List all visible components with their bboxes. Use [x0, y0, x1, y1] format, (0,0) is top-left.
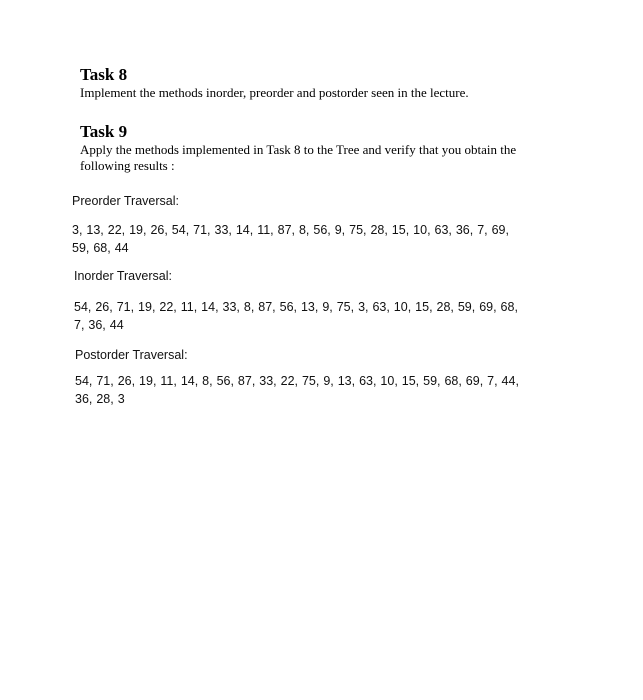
preorder-label: Preorder Traversal:	[72, 194, 179, 208]
task8-description: Implement the methods inorder, preorder and postorder seen in the lecture.	[80, 85, 469, 100]
inorder-label: Inorder Traversal:	[74, 269, 172, 283]
task9-heading: Task 9	[80, 122, 128, 141]
inorder-values: 54, 26, 71, 19, 22, 11, 14, 33, 8, 87, 56, 13, 9, 75, 3, 63, 10, 15, 28, 59, 69, 68, 7, 36, 44	[74, 300, 518, 332]
postorder-label: Postorder Traversal:	[75, 348, 188, 362]
task8-heading: Task 8	[80, 65, 128, 84]
preorder-values: 3, 13, 22, 19, 26, 54, 71, 33, 14, 11, 87, 8, 56, 9, 75, 28, 15, 10, 63, 36, 7, 69, 59, 68, 44	[72, 223, 509, 255]
postorder-values: 54, 71, 26, 19, 11, 14, 8, 56, 87, 33, 22, 75, 9, 13, 63, 10, 15, 59, 68, 69, 7, 44, 36, 28, 3	[75, 374, 519, 406]
task9-description: Apply the methods implemented in Task 8 to the Tree and verify that you obtain the following results :	[80, 142, 517, 173]
